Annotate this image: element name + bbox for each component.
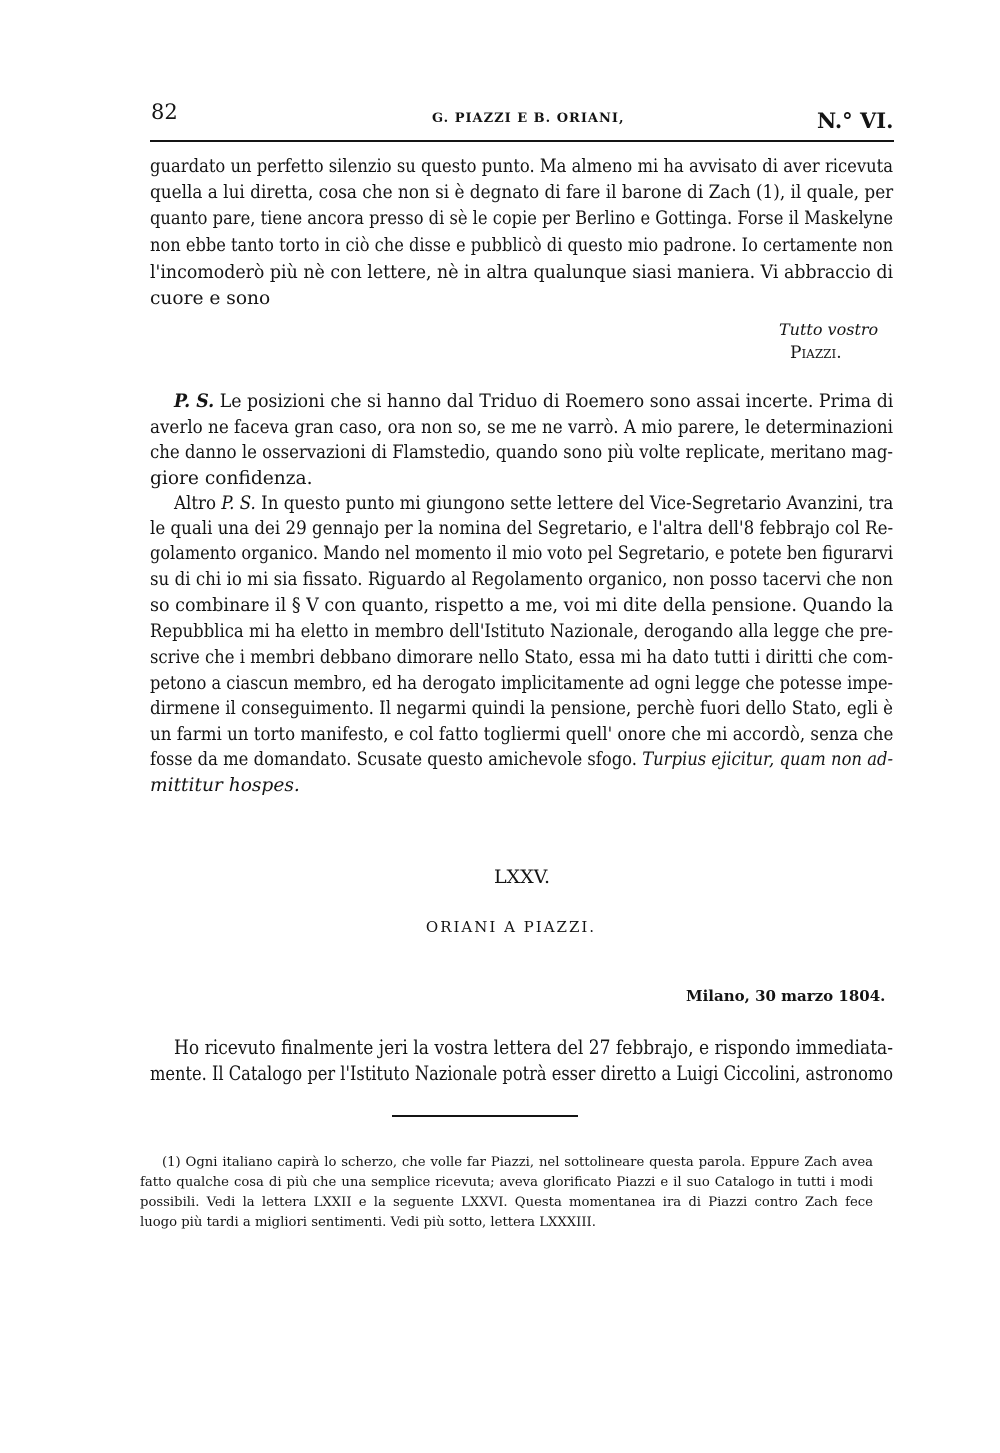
body-line: Ho ricevuto finalmente jeri la vostra lettera del 27 febbrajo, e rispondo immediata- (174, 1036, 893, 1059)
postscript-text: Le posizioni che si hanno dal Triduo di Roemero sono assai incerte. Prima di (219, 391, 894, 412)
body-line: l'incomoderò più nè con lettere, nè in altra qualunque siasi maniera. Vi abbraccio di (150, 262, 893, 283)
body-line: scrive che i membri debbano dimorare nello Stato, essa mi ha dato tutti i diritti che com- (150, 647, 893, 668)
dateline: Milano, 30 marzo 1804. (686, 987, 886, 1005)
section-number: N.° VI. (817, 108, 894, 133)
postscript-first-line (174, 390, 893, 414)
latin-quotation: Turpius ejicitur, quam non ad- (642, 749, 893, 770)
body-line: le quali una dei 29 gennajo per la nomina del Segretario, e l'altra dell'8 febbrajo col Re- (150, 518, 894, 539)
body-line: dirmene il conseguimento. Il negarmi quindi la pensione, perchè fuori dello Stato, egli è (150, 698, 893, 719)
body-line: cuore e sono (150, 288, 271, 309)
footnote-separator (392, 1115, 578, 1117)
body-line: quella a lui diretta, cosa che non si è degnato di fare il barone di Zach (1), il quale, per (150, 182, 894, 203)
body-line: mente. Il Catalogo per l'Istituto Nazionale potrà esser diretto a Luigi Ciccolini, astronomo (150, 1062, 894, 1085)
body-text: fosse da me domandato. Scusate questo amichevole sfogo. (150, 749, 637, 770)
body-line: guardato un perfetto silenzio su questo punto. Ma almeno mi ha avvisato di aver ricevuta (150, 156, 893, 177)
footnote-line: (1) Ogni italiano capirà lo scherzo, che volle far Piazzi, nel sottolineare questa parola. Eppure Zach avea (162, 1155, 873, 1170)
body-line: petono a ciascun membro, ed ha derogato implicitamente ad ogni legge che potesse impe- (150, 673, 893, 694)
header-rule (150, 140, 894, 142)
body-line: giore confidenza. (150, 468, 313, 489)
body-line: golamento organico. Mando nel momento il mio voto pel Segretario, e potete ben figurarvi (150, 543, 894, 564)
postscript-label-prefix: Altro (174, 493, 217, 514)
footnote-line: possibili. Vedi la lettera LXXII e la seguente LXXVI. Questa momentanea ira di Piazzi contro Zach fece (140, 1195, 873, 1210)
postscript-label: P. S. (221, 493, 256, 514)
postscript-label: P. S. (174, 391, 215, 412)
footnote-line: luogo più tardi a migliori sentimenti. Vedi più sotto, lettera LXXXIII. (140, 1215, 596, 1230)
footnote-line: fatto qualche cosa di più che una semplice ricevuta; aveva glorificato Piazzi e il suo Catalogo in tutti i modi (140, 1175, 873, 1190)
letter-title: ORIANI A PIAZZI. (425, 918, 597, 936)
body-line: su di chi io mi sia fissato. Riguardo al Regolamento organico, non posso tacervi che non (150, 569, 893, 590)
body-line (150, 748, 893, 772)
page-number: 82 (151, 100, 178, 124)
signature: Piazzi. (790, 343, 842, 363)
postscript-first-line (174, 492, 893, 516)
postscript-text: In questo punto mi giungono sette lettere del Vice-Segretario Avanzini, tra (261, 493, 894, 514)
body-line: che danno le osservazioni di Flamstedio, quando sono più volte replicate, meritano mag- (150, 442, 893, 463)
body-line: averlo ne faceva gran caso, ora non so, se me ne varrò. A mio parere, le determinazioni (150, 417, 894, 438)
latin-quotation-end: mittitur hospes. (150, 775, 300, 796)
body-line: quanto pare, tiene ancora presso di sè le copie per Berlino e Gottinga. Forse il Maskelyne (150, 208, 893, 229)
body-line: non ebbe tanto torto in ciò che disse e pubblicò di questo mio padrone. Io certamente non (150, 235, 894, 256)
body-line: Repubblica mi ha eletto in membro dell'Istituto Nazionale, derogando alla legge che pre- (150, 621, 893, 642)
body-line: so combinare il § V con quanto, rispetto a me, voi mi dite della pensione. Quando la (150, 595, 894, 616)
letter-number: LXXV. (493, 866, 551, 888)
closing-salutation: Tutto vostro (779, 320, 879, 339)
running-title: G. PIAZZI E B. ORIANI, (432, 111, 625, 126)
body-line: un farmi un torto manifesto, e col fatto togliermi quell' onore che mi accordò, senza che (150, 724, 894, 745)
